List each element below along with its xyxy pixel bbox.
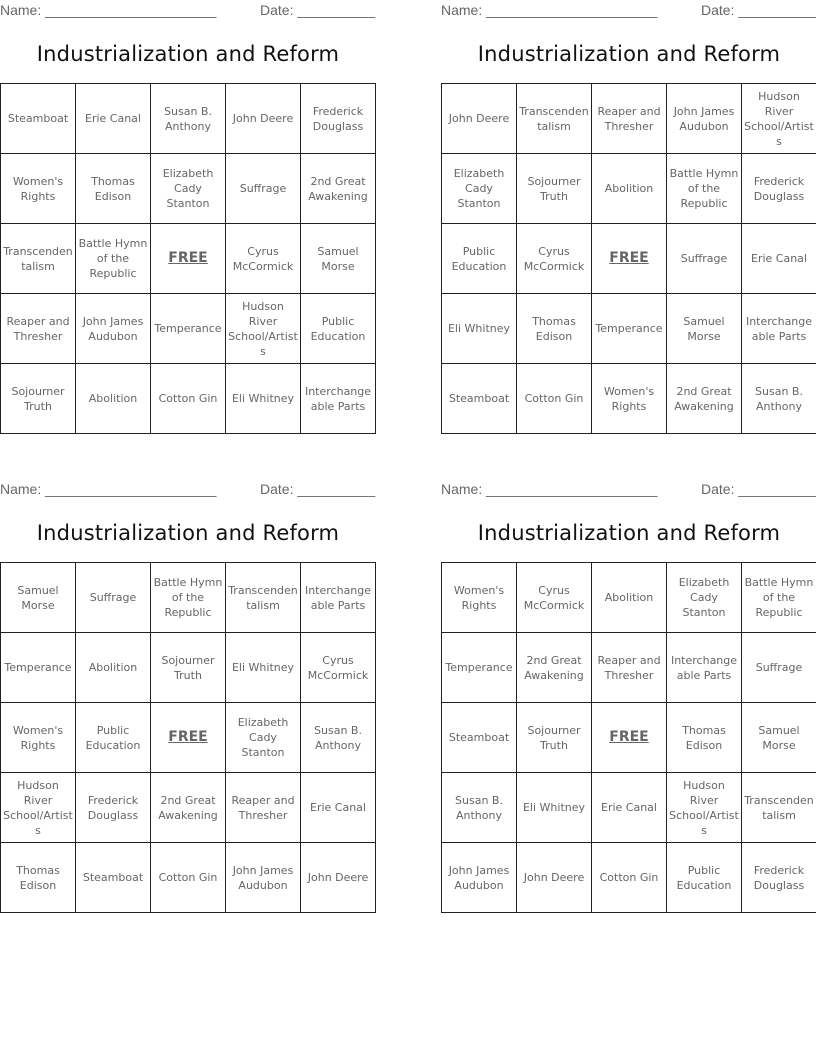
bingo-cell: Frederick Douglass <box>301 84 376 154</box>
bingo-cell: Samuel Morse <box>1 563 76 633</box>
bingo-cell: Temperance <box>592 294 667 364</box>
bingo-cell: Frederick Douglass <box>742 843 816 913</box>
bingo-cell: Thomas Edison <box>667 703 742 773</box>
bingo-cell: Cotton Gin <box>151 843 226 913</box>
bingo-cell: Erie Canal <box>76 84 151 154</box>
bingo-cell: Sojourner Truth <box>1 364 76 434</box>
bingo-cell: 2nd Great Awakening <box>301 154 376 224</box>
bingo-cell: Public Education <box>667 843 742 913</box>
bingo-cell: Battle Hymn of the Republic <box>76 224 151 294</box>
bingo-card-1 <box>0 0 376 440</box>
bingo-cell: Steamboat <box>442 364 517 434</box>
bingo-cell: Cotton Gin <box>592 843 667 913</box>
bingo-cell: Thomas Edison <box>1 843 76 913</box>
bingo-card-4 <box>441 479 816 919</box>
bingo-cell: Hudson River School/Artists <box>742 84 816 154</box>
bingo-cell: 2nd Great Awakening <box>151 773 226 843</box>
bingo-cell: Frederick Douglass <box>76 773 151 843</box>
bingo-cell: Cotton Gin <box>517 364 592 434</box>
free-space: FREE <box>592 703 667 773</box>
bingo-cell: Reaper and Thresher <box>1 294 76 364</box>
date-field-label: Date: __________ <box>701 481 816 497</box>
bingo-cell: Hudson River School/Artists <box>667 773 742 843</box>
bingo-cell: Women's Rights <box>592 364 667 434</box>
free-space: FREE <box>151 224 226 294</box>
bingo-cell: Susan B. Anthony <box>301 703 376 773</box>
bingo-cell: Erie Canal <box>742 224 816 294</box>
bingo-cell: Transcendentalism <box>517 84 592 154</box>
bingo-cell: John James Audubon <box>226 843 301 913</box>
bingo-cell: Transcendentalism <box>742 773 816 843</box>
bingo-cell: John Deere <box>442 84 517 154</box>
bingo-cell: Cyrus McCormick <box>517 224 592 294</box>
bingo-cell: Eli Whitney <box>517 773 592 843</box>
bingo-cell: Battle Hymn of the Republic <box>151 563 226 633</box>
bingo-grid <box>0 83 376 434</box>
name-field-label: Name: ______________________ <box>0 481 217 497</box>
bingo-cell: Eli Whitney <box>442 294 517 364</box>
name-date-line <box>0 2 376 20</box>
bingo-cell: John James Audubon <box>76 294 151 364</box>
bingo-cell: Samuel Morse <box>301 224 376 294</box>
bingo-cell: Interchangeable Parts <box>667 633 742 703</box>
bingo-cell: Abolition <box>76 633 151 703</box>
bingo-cell: Interchangeable Parts <box>301 364 376 434</box>
bingo-cell: Suffrage <box>226 154 301 224</box>
bingo-cell: Women's Rights <box>1 703 76 773</box>
bingo-cell: Eli Whitney <box>226 633 301 703</box>
bingo-grid <box>441 83 816 434</box>
bingo-cell: Susan B. Anthony <box>742 364 816 434</box>
bingo-cell: Samuel Morse <box>742 703 816 773</box>
bingo-cell: Sojourner Truth <box>517 703 592 773</box>
bingo-cell: Abolition <box>76 364 151 434</box>
bingo-cell: Suffrage <box>76 563 151 633</box>
bingo-cell: Eli Whitney <box>226 364 301 434</box>
date-field-label: Date: __________ <box>260 2 376 18</box>
bingo-cell: Cyrus McCormick <box>226 224 301 294</box>
bingo-cell: Reaper and Thresher <box>592 633 667 703</box>
bingo-cell: Thomas Edison <box>517 294 592 364</box>
free-space: FREE <box>151 703 226 773</box>
bingo-cell: Cyrus McCormick <box>517 563 592 633</box>
card-title: Industrialization and Reform <box>36 42 340 66</box>
bingo-cell: Thomas Edison <box>76 154 151 224</box>
bingo-cell: Samuel Morse <box>667 294 742 364</box>
bingo-cell: Sojourner Truth <box>517 154 592 224</box>
bingo-cell: John Deere <box>517 843 592 913</box>
bingo-card-2 <box>441 0 816 440</box>
bingo-cell: Hudson River School/Artists <box>1 773 76 843</box>
bingo-grid <box>0 562 376 913</box>
bingo-cell: John James Audubon <box>667 84 742 154</box>
bingo-cell: Public Education <box>76 703 151 773</box>
bingo-cell: Interchangeable Parts <box>301 563 376 633</box>
bingo-cell: 2nd Great Awakening <box>667 364 742 434</box>
bingo-cell: Public Education <box>301 294 376 364</box>
bingo-cell: Abolition <box>592 154 667 224</box>
bingo-card-3 <box>0 479 376 919</box>
bingo-cell: Interchangeable Parts <box>742 294 816 364</box>
bingo-cell: Abolition <box>592 563 667 633</box>
bingo-cell: Cotton Gin <box>151 364 226 434</box>
bingo-cell: Elizabeth Cady Stanton <box>442 154 517 224</box>
bingo-cell: Public Education <box>442 224 517 294</box>
name-date-line <box>441 2 816 20</box>
bingo-cell: Steamboat <box>76 843 151 913</box>
bingo-cell: Reaper and Thresher <box>226 773 301 843</box>
bingo-cell: Steamboat <box>1 84 76 154</box>
bingo-cell: Temperance <box>1 633 76 703</box>
bingo-cell: Susan B. Anthony <box>151 84 226 154</box>
card-title: Industrialization and Reform <box>36 521 340 545</box>
bingo-cell: Frederick Douglass <box>742 154 816 224</box>
card-title: Industrialization and Reform <box>477 42 781 66</box>
card-title: Industrialization and Reform <box>477 521 781 545</box>
bingo-cell: Transcendentalism <box>1 224 76 294</box>
bingo-cell: Elizabeth Cady Stanton <box>226 703 301 773</box>
bingo-cell: Erie Canal <box>301 773 376 843</box>
name-field-label: Name: ______________________ <box>441 481 658 497</box>
bingo-cell: John Deere <box>226 84 301 154</box>
bingo-cell: Temperance <box>442 633 517 703</box>
bingo-cell: Erie Canal <box>592 773 667 843</box>
name-field-label: Name: ______________________ <box>0 2 217 18</box>
bingo-cell: 2nd Great Awakening <box>517 633 592 703</box>
name-field-label: Name: ______________________ <box>441 2 658 18</box>
bingo-cell: Transcendentalism <box>226 563 301 633</box>
bingo-cell: Women's Rights <box>442 563 517 633</box>
bingo-cell: Cyrus McCormick <box>301 633 376 703</box>
bingo-cell: Reaper and Thresher <box>592 84 667 154</box>
bingo-cell: John James Audubon <box>442 843 517 913</box>
bingo-cell: Steamboat <box>442 703 517 773</box>
bingo-cell: Suffrage <box>667 224 742 294</box>
bingo-cell: Elizabeth Cady Stanton <box>151 154 226 224</box>
bingo-cell: Women's Rights <box>1 154 76 224</box>
date-field-label: Date: __________ <box>701 2 816 18</box>
bingo-grid <box>441 562 816 913</box>
bingo-cell: Battle Hymn of the Republic <box>667 154 742 224</box>
free-space: FREE <box>592 224 667 294</box>
bingo-cell: John Deere <box>301 843 376 913</box>
date-field-label: Date: __________ <box>260 481 376 497</box>
bingo-cell: Hudson River School/Artists <box>226 294 301 364</box>
bingo-cell: Temperance <box>151 294 226 364</box>
bingo-cell: Sojourner Truth <box>151 633 226 703</box>
name-date-line <box>441 481 816 499</box>
bingo-cell: Elizabeth Cady Stanton <box>667 563 742 633</box>
name-date-line <box>0 481 376 499</box>
bingo-cell: Susan B. Anthony <box>442 773 517 843</box>
bingo-cell: Battle Hymn of the Republic <box>742 563 816 633</box>
bingo-cell: Suffrage <box>742 633 816 703</box>
